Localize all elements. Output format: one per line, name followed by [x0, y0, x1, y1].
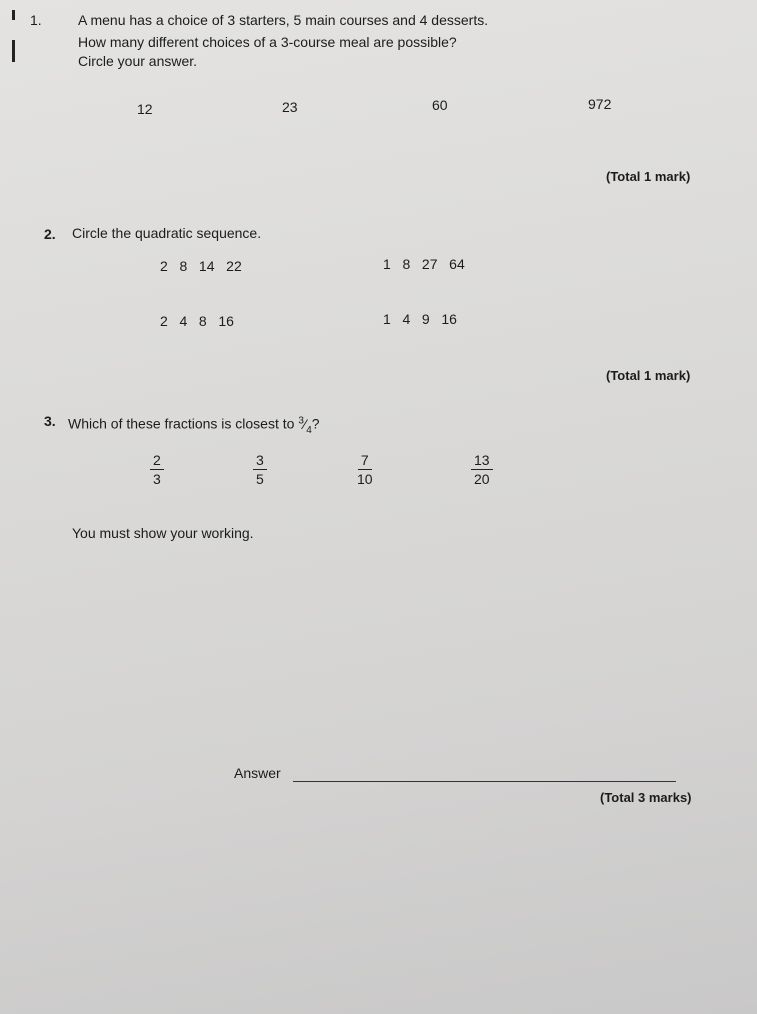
- fraction-option-d-denominator: 20: [474, 471, 490, 487]
- page-edge-mark-top: [12, 10, 15, 20]
- fraction-option-c-denominator: 10: [357, 471, 373, 487]
- question-3-prompt-text: Which of these fractions is closest to: [68, 415, 295, 432]
- question-1-line-2: How many different choices of a 3-course meal are possible?: [78, 34, 457, 50]
- question-1-option-b[interactable]: 23: [282, 99, 298, 115]
- three-quarters-denominator: 4: [306, 424, 312, 436]
- fraction-option-b-denominator: 5: [256, 471, 264, 487]
- question-2-sequence-b[interactable]: 1 8 27 64: [383, 256, 465, 272]
- three-quarters-numerator: 3: [298, 415, 304, 426]
- question-2-prompt: Circle the quadratic sequence.: [72, 225, 262, 241]
- working-space[interactable]: [60, 550, 700, 750]
- question-1-option-a[interactable]: 12: [137, 101, 153, 117]
- fraction-option-c[interactable]: [357, 452, 373, 487]
- question-1-option-d[interactable]: 972: [588, 96, 612, 112]
- fraction-option-a-denominator: 3: [153, 471, 161, 487]
- question-1-line-1: A menu has a choice of 3 starters, 5 main courses and 4 desserts.: [78, 12, 489, 28]
- question-3-number: 3.: [44, 413, 56, 429]
- answer-line[interactable]: [293, 781, 676, 782]
- fraction-option-a[interactable]: [150, 452, 164, 487]
- question-1-line-3: Circle your answer.: [78, 53, 198, 69]
- three-quarters-fraction: $^3⁄_4$: [298, 415, 312, 436]
- page-edge-mark-lower: [12, 40, 15, 62]
- question-1-total: (Total 1 mark): [606, 169, 691, 184]
- question-2-number: 2.: [44, 226, 56, 242]
- fraction-option-d[interactable]: [471, 452, 493, 487]
- question-3-prompt-suffix: ?: [311, 415, 320, 432]
- fraction-option-b[interactable]: [253, 452, 267, 487]
- question-3-working-instruction: You must show your working.: [72, 525, 254, 541]
- answer-label: Answer: [234, 765, 281, 781]
- fraction-option-a-numerator: 2: [150, 452, 164, 470]
- question-2-sequence-c[interactable]: 2 4 8 16: [160, 313, 234, 329]
- question-3-prompt: [68, 412, 320, 439]
- question-1-number: 1.: [30, 12, 42, 28]
- fraction-option-c-numerator: 7: [358, 452, 372, 470]
- question-2-sequence-d[interactable]: 1 4 9 16: [383, 311, 457, 327]
- fraction-option-b-numerator: 3: [253, 452, 267, 470]
- question-1-option-c[interactable]: 60: [432, 97, 448, 113]
- question-2-total: (Total 1 mark): [606, 368, 691, 383]
- fraction-option-d-numerator: 13: [471, 452, 493, 470]
- question-3-total: (Total 3 marks): [600, 790, 692, 805]
- question-2-sequence-a[interactable]: 2 8 14 22: [160, 258, 242, 274]
